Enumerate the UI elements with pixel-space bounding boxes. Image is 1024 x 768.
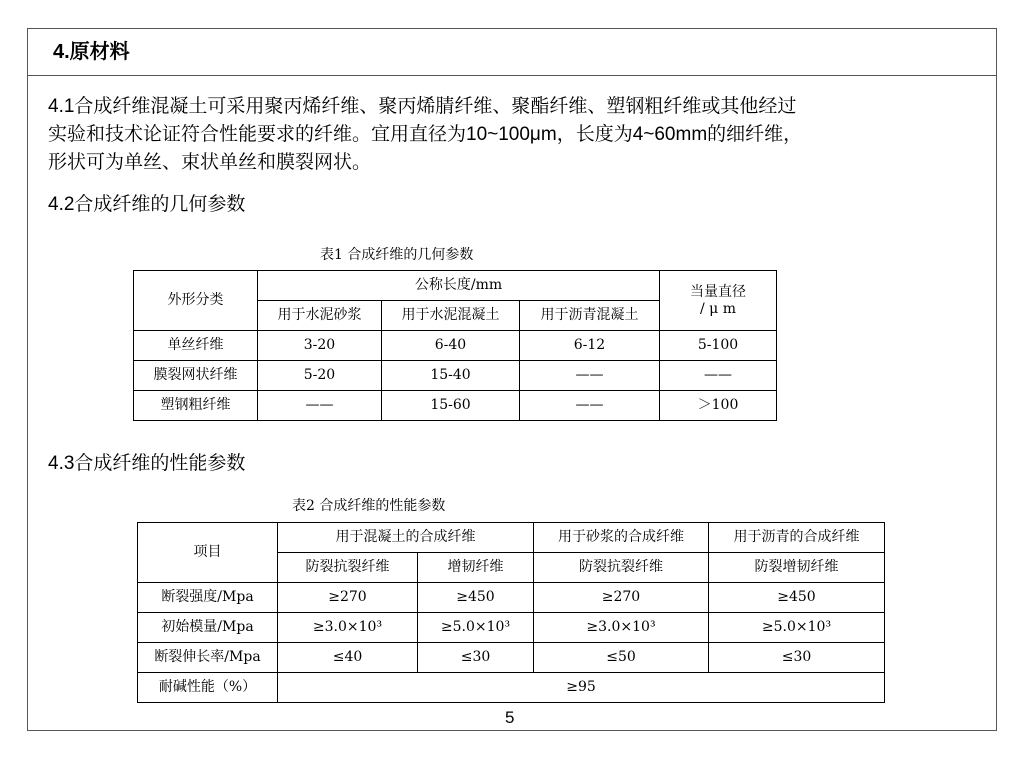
header-item: 项目 bbox=[138, 523, 278, 583]
table-row bbox=[138, 583, 885, 613]
paragraph-line: 实验和技术论证符合性能要求的纤维。宜用直径为10~100μm，长度为4~60mm的细纤维， bbox=[48, 124, 803, 145]
row-label: 单丝纤维 bbox=[134, 331, 258, 361]
table-header-row bbox=[134, 271, 777, 301]
table-cell: 5-20 bbox=[258, 361, 382, 391]
table-cell: ≤30 bbox=[709, 643, 885, 673]
table-cell: ≥450 bbox=[709, 583, 885, 613]
table-cell: ≤40 bbox=[278, 643, 418, 673]
row-label: 断裂伸长率/Mpa bbox=[138, 643, 278, 673]
geometry-parameters-table bbox=[133, 270, 777, 421]
header-cement-concrete: 用于水泥混凝土 bbox=[382, 301, 520, 331]
header-asphalt-crack-tough: 防裂增韧纤维 bbox=[709, 553, 885, 583]
table-cell: —— bbox=[520, 361, 660, 391]
paragraph-line: 形状可为单丝、束状单丝和膜裂网状。 bbox=[48, 152, 372, 173]
header-length-group: 公称长度/mm bbox=[258, 271, 660, 301]
table-cell: 6-12 bbox=[520, 331, 660, 361]
table-row bbox=[138, 673, 885, 703]
header-diameter bbox=[660, 271, 777, 331]
header-diameter-line2: / μ m bbox=[700, 300, 736, 317]
table-cell: —— bbox=[258, 391, 382, 421]
table-cell: ≤50 bbox=[534, 643, 709, 673]
table-cell: ≥450 bbox=[418, 583, 534, 613]
table-cell: 15-40 bbox=[382, 361, 520, 391]
row-label: 初始模量/Mpa bbox=[138, 613, 278, 643]
table-cell: 5-100 bbox=[660, 331, 777, 361]
row-label: 断裂强度/Mpa bbox=[138, 583, 278, 613]
table-cell: ≥95 bbox=[278, 673, 885, 703]
header-asphalt-concrete: 用于沥青混凝土 bbox=[520, 301, 660, 331]
header-toughening: 增韧纤维 bbox=[418, 553, 534, 583]
section-4-1-paragraph bbox=[48, 93, 802, 177]
section-4-2-heading: 4.2合成纤维的几何参数 bbox=[48, 194, 246, 215]
table-cell: ≥270 bbox=[278, 583, 418, 613]
table-row bbox=[138, 643, 885, 673]
table-cell: ≤30 bbox=[418, 643, 534, 673]
header-concrete-group: 用于混凝土的合成纤维 bbox=[278, 523, 534, 553]
table-cell: ＞100 bbox=[660, 391, 777, 421]
header-cement-mortar: 用于水泥砂浆 bbox=[258, 301, 382, 331]
table-row bbox=[134, 331, 777, 361]
row-label: 塑钢粗纤维 bbox=[134, 391, 258, 421]
table-row bbox=[138, 613, 885, 643]
row-label: 膜裂网状纤维 bbox=[134, 361, 258, 391]
header-shape: 外形分类 bbox=[134, 271, 258, 331]
page-title: 4.原材料 bbox=[53, 41, 130, 63]
header-asphalt-group: 用于沥青的合成纤维 bbox=[709, 523, 885, 553]
table-cell: ≥5.0×10³ bbox=[709, 613, 885, 643]
header-diameter-line1: 当量直径 bbox=[690, 283, 746, 300]
table-cell: ≥5.0×10³ bbox=[418, 613, 534, 643]
table-cell: ≥3.0×10³ bbox=[278, 613, 418, 643]
header-mortar-group: 用于砂浆的合成纤维 bbox=[534, 523, 709, 553]
table-cell: 15-60 bbox=[382, 391, 520, 421]
page-number: 5 bbox=[505, 708, 515, 727]
table-header-row bbox=[138, 523, 885, 553]
table-cell: ≥3.0×10³ bbox=[534, 613, 709, 643]
paragraph-line: 4.1合成纤维混凝土可采用聚丙烯纤维、聚丙烯腈纤维、聚酯纤维、塑钢粗纤维或其他经过 bbox=[48, 96, 797, 117]
table-cell: 6-40 bbox=[382, 331, 520, 361]
table-cell: ≥270 bbox=[534, 583, 709, 613]
table2-caption: 表2 合成纤维的性能参数 bbox=[292, 498, 446, 514]
header-mortar-crack-resist: 防裂抗裂纤维 bbox=[534, 553, 709, 583]
performance-parameters-table bbox=[137, 522, 885, 703]
table1-caption: 表1 合成纤维的几何参数 bbox=[320, 247, 474, 263]
title-bar bbox=[27, 28, 997, 76]
table-cell: —— bbox=[660, 361, 777, 391]
table-row bbox=[134, 361, 777, 391]
table-row bbox=[134, 391, 777, 421]
table-cell: 3-20 bbox=[258, 331, 382, 361]
header-crack-resist: 防裂抗裂纤维 bbox=[278, 553, 418, 583]
table-cell: —— bbox=[520, 391, 660, 421]
section-4-3-heading: 4.3合成纤维的性能参数 bbox=[48, 453, 246, 474]
row-label: 耐碱性能（%） bbox=[138, 673, 278, 703]
